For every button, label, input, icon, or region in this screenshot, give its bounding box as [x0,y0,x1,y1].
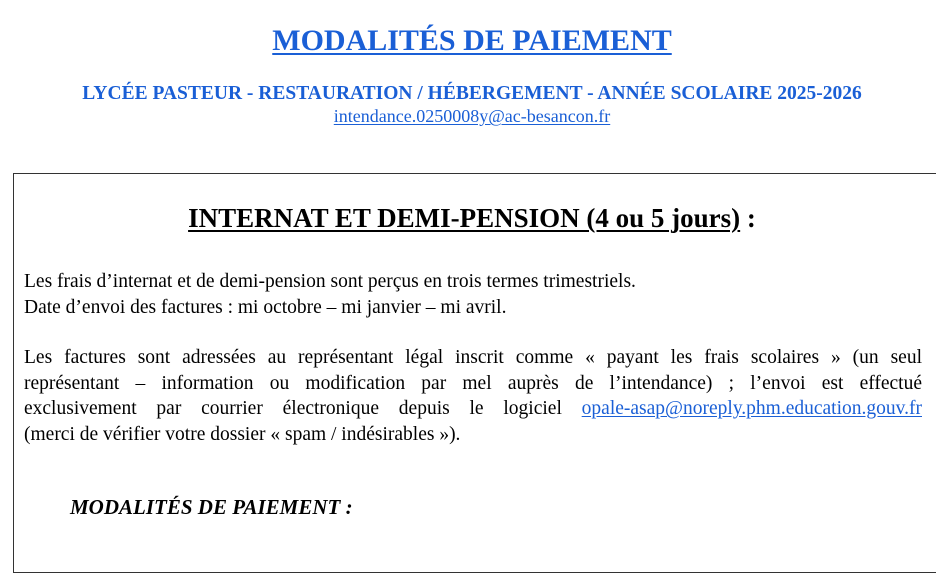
payment-methods-heading-text: MODALITÉS DE PAIEMENT [70,495,341,519]
contact-email-link[interactable]: intendance.0250008y@ac-besancon.fr [333,106,611,126]
payment-methods-heading [70,493,353,521]
invoice-delivery-line-4: (merci de vérifier votre dossier « spam / indésirables »). [24,423,461,445]
invoice-delivery-line-3-text: exclusivement par courrier électronique depuis le logiciel [24,398,582,419]
billing-schedule-line-1: Les frais d’internat et de demi-pension sont perçus en trois termes trimestriels. [24,271,636,292]
page-subtitle: LYCÉE PASTEUR - RESTAURATION / HÉBERGEMENT - ANNÉE SCOLAIRE 2025-2026 [82,83,862,104]
section-title-text: INTERNAT ET DEMI-PENSION (4 ou 5 jours) [188,203,741,233]
payment-methods-heading-suffix: : [340,495,353,519]
section-title-suffix: : [740,203,756,233]
invoice-delivery-paragraph [24,345,922,447]
opale-email-link[interactable]: opale-asap@noreply.phm.education.gouv.fr [581,398,922,419]
billing-schedule-paragraph [24,269,922,320]
page-title: MODALITÉS DE PAIEMENT [272,24,672,57]
invoice-delivery-line-1: Les factures sont adressées au représentant légal inscrit comme « payant les frais scolaires » (un seul [24,347,922,368]
billing-schedule-line-2: Date d’envoi des factures : mi octobre – mi janvier – mi avril. [24,296,507,318]
invoice-delivery-line-3 [24,396,922,422]
section-title [0,200,936,236]
invoice-delivery-line-2: représentant – information ou modification par mel auprès de l’intendance) ; l’envoi est effectué [24,372,922,394]
